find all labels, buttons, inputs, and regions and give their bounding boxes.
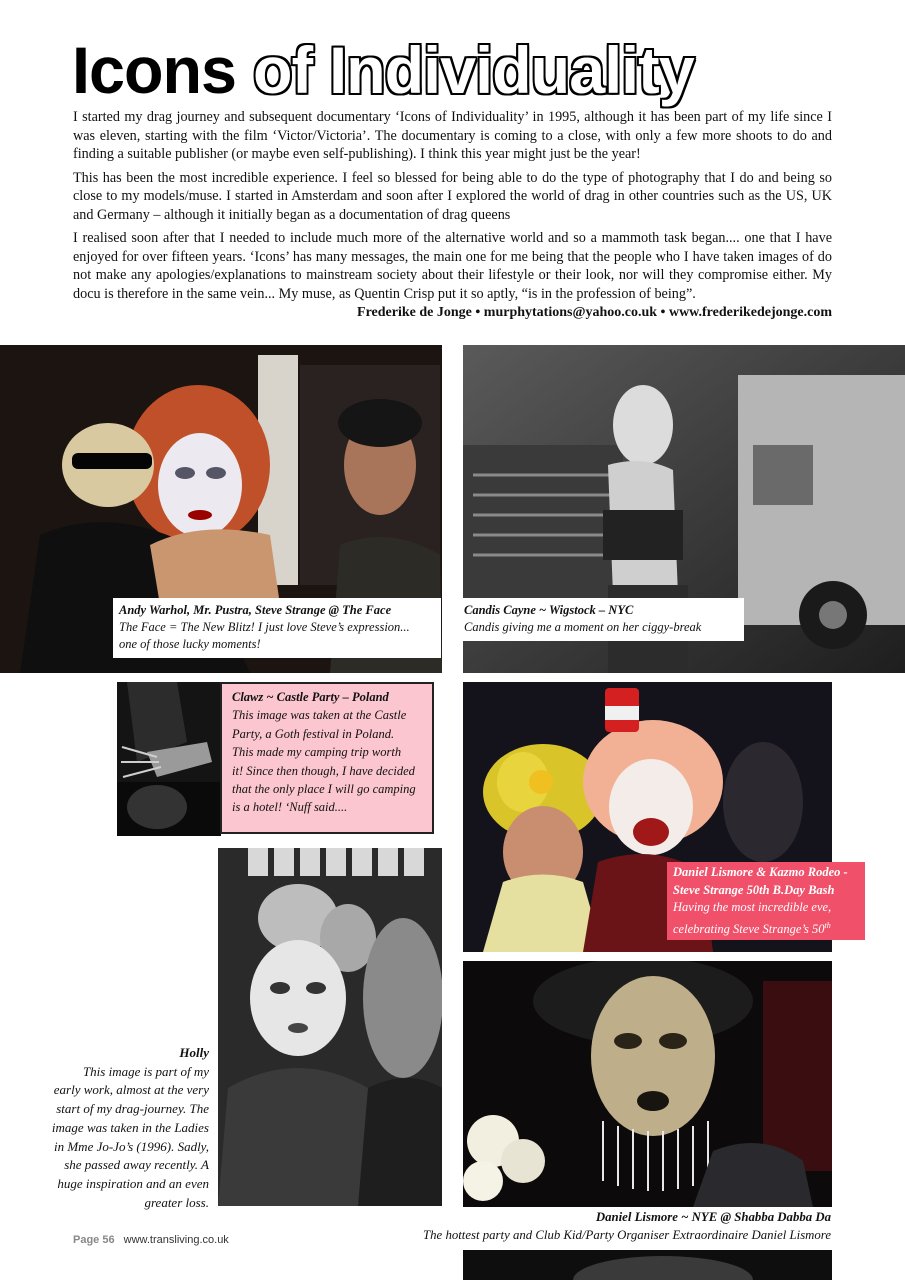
caption-clawz-line: is a hotel! ‘Nuff said.... [232,800,348,815]
caption-holly-line: image was taken in the Ladies [51,1119,209,1135]
caption-holly-line: in Mme Jo-Jo’s (1996). Sadly, [53,1138,209,1154]
caption-warhol-title: Andy Warhol, Mr. Pustra, Steve Strange @ The Face [119,603,392,617]
photo-clawz [117,682,221,836]
caption-holly-line: This image is part of my [82,1063,209,1079]
caption-holly-title: Holly [179,1045,209,1060]
intro-paragraph-1: I started my drag journey and subsequent documentary ‘Icons of Individuality’ in 1995, although it has been part of my life since I was eleven, starting with the film ‘Victor/Victoria’. The documentary is coming to a close, with only a few more shoots to do and finding a suitable publisher (or maybe even self-publishing). I think this year might just be the year! [73,109,832,162]
caption-warhol-line1: The Face = The New Blitz! I just love Steve’s expression... [119,620,410,634]
caption-nye-title: Daniel Lismore ~ NYE @ Shabba Dabba Da [595,1210,831,1224]
footer-website[interactable]: www.transliving.co.uk [123,1234,229,1246]
author-byline: Frederike de Jonge • murphytations@yahoo.co.uk • www.frederikedejonge.com [357,305,832,320]
caption-candis-line1: Candis giving me a moment on her ciggy-break [464,620,702,634]
page-footer [73,1234,229,1246]
intro-paragraph-3: I realised soon after that I needed to include much more of the alternative world and so a mammoth task began.... one that I have enjoyed for over fifteen years. ‘Icons’ has many messages, the main one for me being that the people who I have taken images of do not make any apologies/explanations to mainstream society about their lifestyle or their look, nor will they compromise either. My docu is therefore in the same vein... My muse, as Quentin Crisp put it so aptly, “is in the profession of being”. [73,230,832,302]
caption-superscript: th [824,920,831,930]
caption-nye-line1: The hottest party and Club Kid/Party Organiser Extraordinaire Daniel Lismore [423,1228,831,1242]
photo-holly [218,848,442,1206]
photo-lismore-nye [463,961,832,1207]
caption-nye [423,1208,831,1244]
caption-holly-line: greater loss. [144,1194,209,1210]
caption-holly-line: she passed away recently. A [64,1157,209,1173]
caption-clawz-title: Clawz ~ Castle Party – Poland [232,690,389,704]
caption-clawz-line: it! Since then though, I have decided [232,763,415,778]
caption-clawz-line: This made my camping trip worth [232,745,402,760]
caption-lismore-rodeo-line1: Having the most incredible eve, [673,900,832,914]
title-solid: Icons [72,33,237,107]
caption-clawz-line: that the only place I will go camping [232,782,416,797]
caption-holly-line: start of my drag-journey. The [56,1101,209,1117]
caption-lismore-rodeo-line2: celebrating Steve Strange’s 50th [673,920,831,936]
page-title [72,32,694,108]
intro-paragraph-2: This has been the most incredible experience. I feel so blessed for being able to do the type of photography that I do and being so close to my models/muse. I started in Amsterdam and soon after I explored the world of drag in other countries such as the US, UK and Germany – although it initially began as a documentation of drag queens [73,169,832,223]
caption-clawz [220,682,434,834]
intro-text [73,108,832,308]
page-number: Page 56 [73,1234,115,1246]
caption-clawz-line: Party, a Goth festival in Poland. [232,726,395,741]
caption-clawz-line: This image was taken at the Castle [232,708,407,723]
caption-lismore-rodeo [667,862,865,940]
caption-lismore-rodeo-title2: Steve Strange 50th B.Day Bash [673,882,835,897]
photo-next-cropped [463,1250,832,1280]
caption-holly-line: early work, almost at the very [53,1082,209,1098]
caption-holly [26,1044,209,1212]
caption-warhol [113,598,441,658]
caption-candis [458,598,744,641]
title-outline: of Individuality [253,33,694,107]
caption-holly-line: huge inspiration and an even [57,1175,209,1191]
caption-candis-title: Candis Cayne ~ Wigstock – NYC [464,603,634,617]
caption-lismore-rodeo-title1: Daniel Lismore & Kazmo Rodeo - [673,865,848,879]
caption-warhol-line2: one of those lucky moments! [119,637,261,651]
